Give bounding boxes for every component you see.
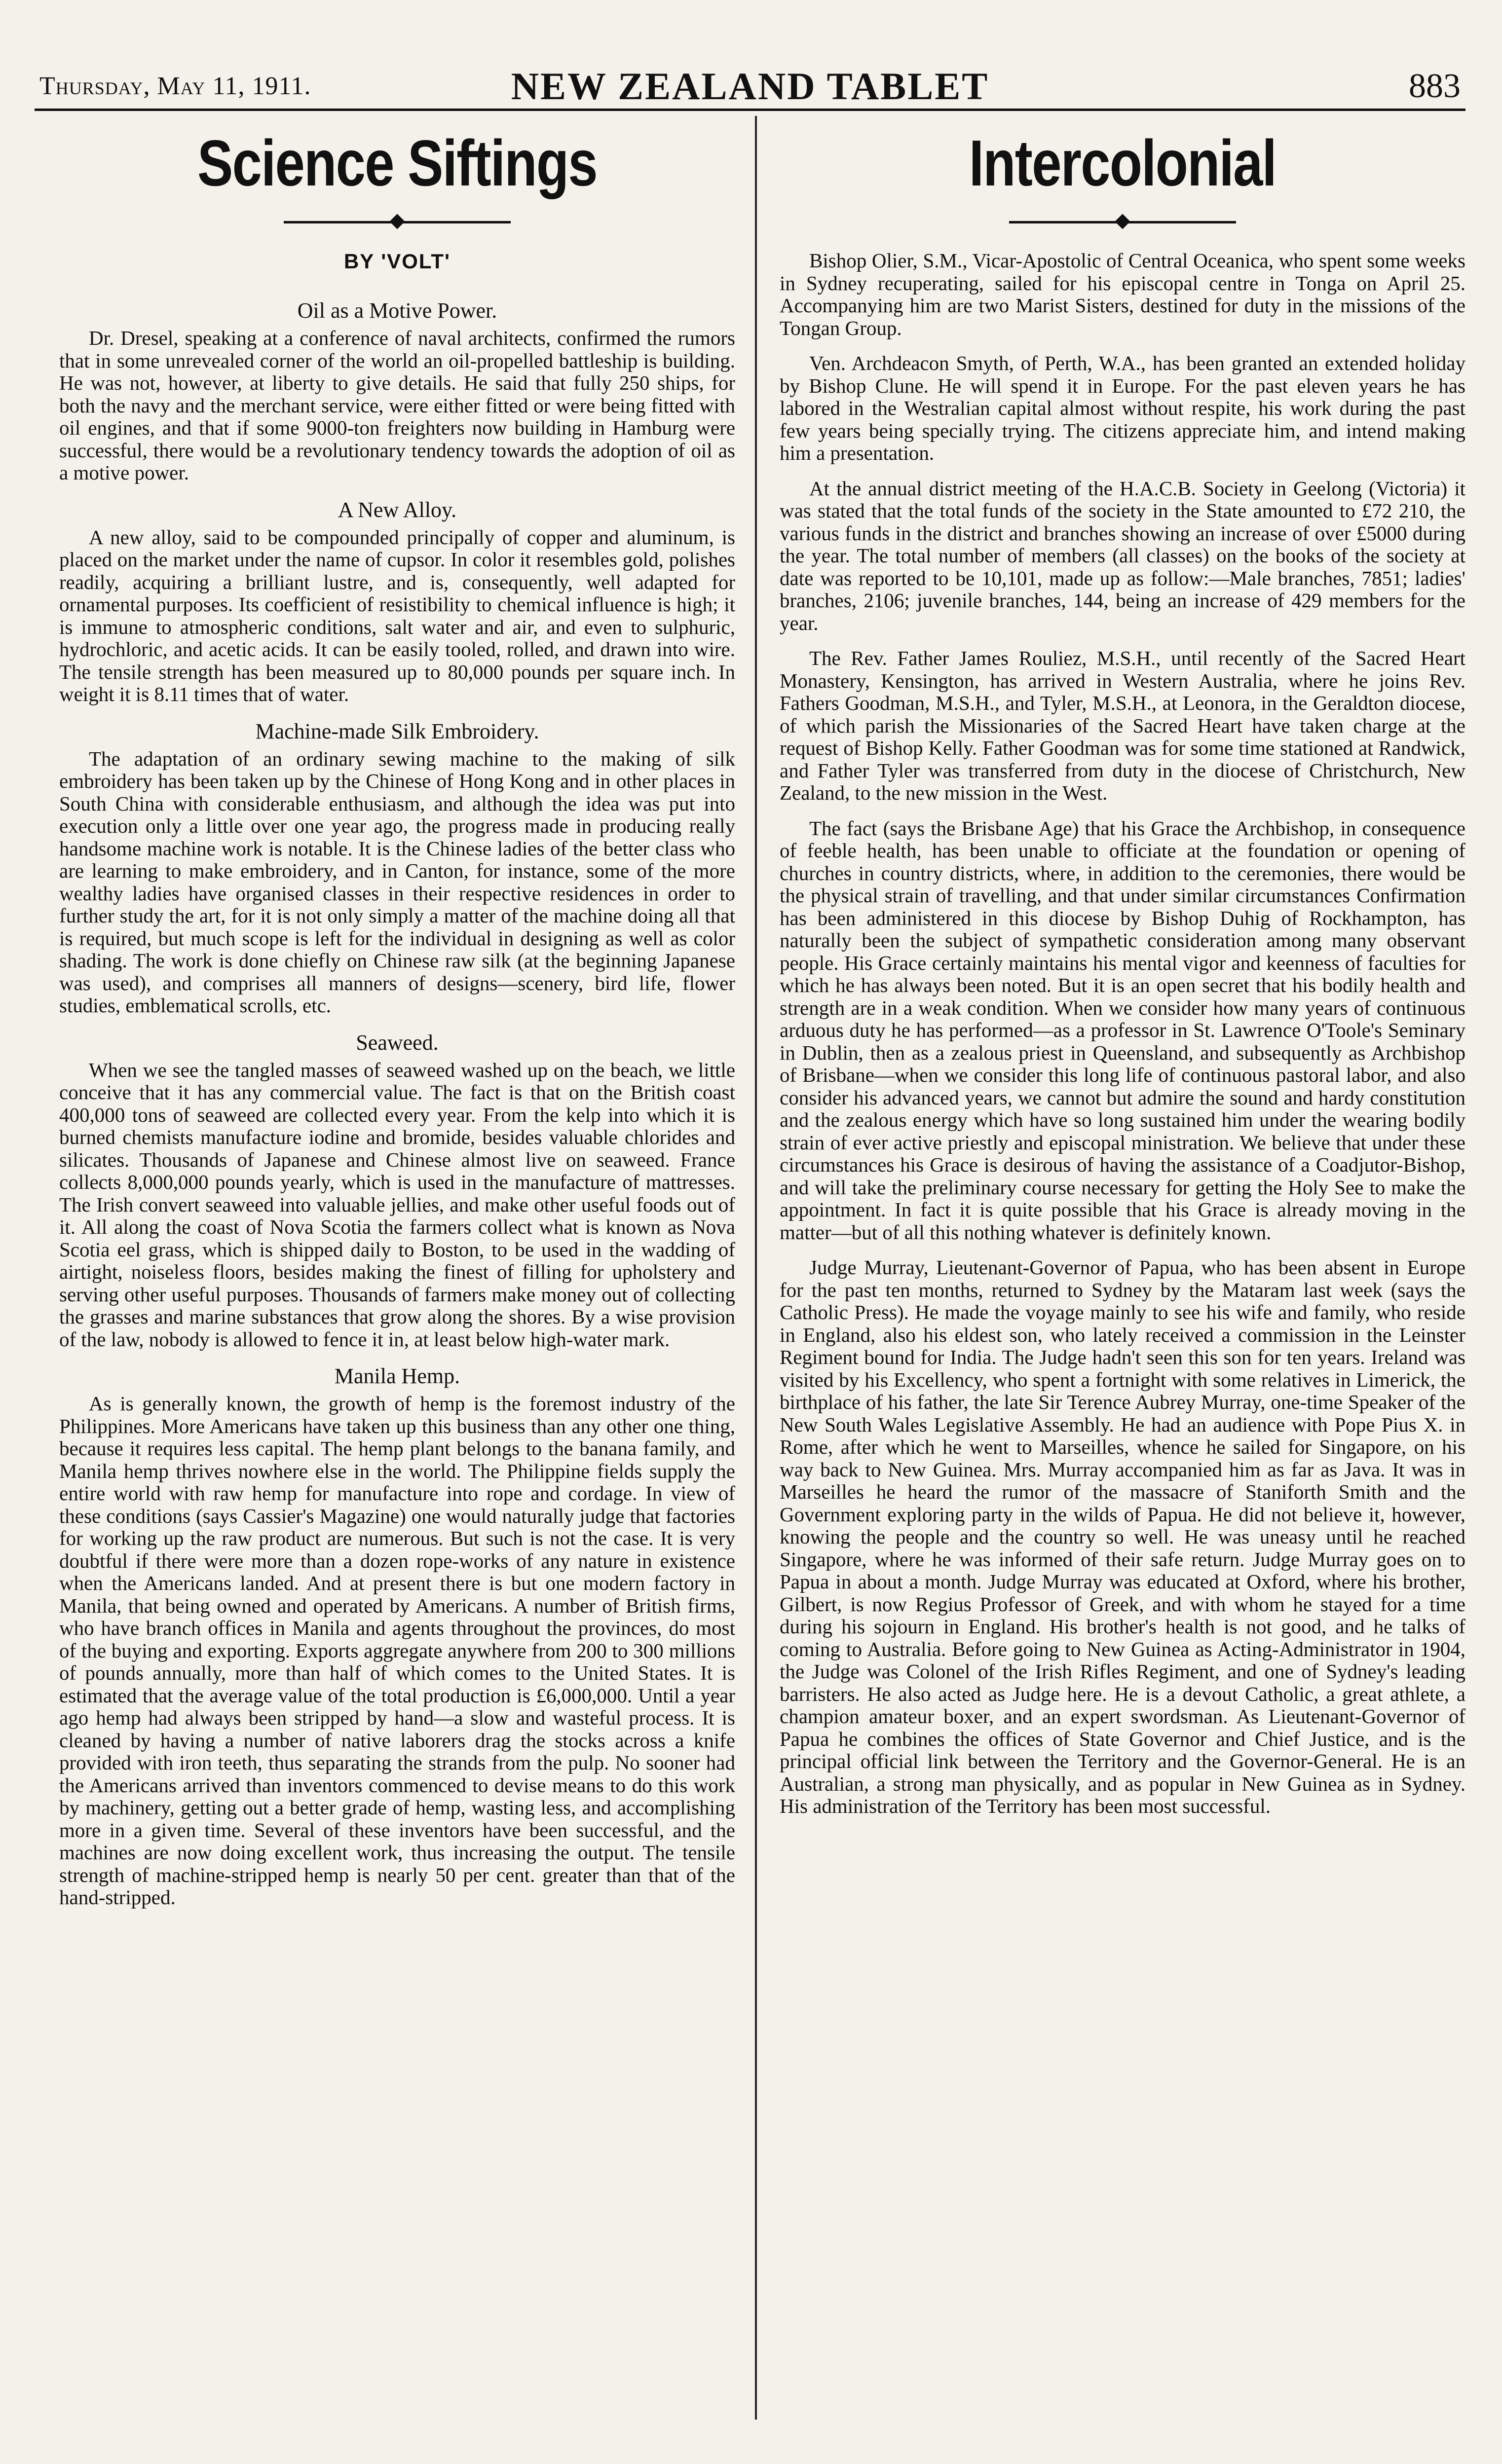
page-number: 883 xyxy=(1409,67,1461,105)
byline: BY 'VOLT' xyxy=(343,250,451,273)
section-body: Dr. Dresel, speaking at a conference of naval architects, confirmed the rumors that in some unrevealed corner of the world an oil-propelled battleship is building. He was not, however, at liberty to give details. He said that fully 250 ships, for both the navy and the merchant service, were either fitted or were being fitted with oil engines, and that if some 9000-ton freighters now building in Hamburg were successful, there would be a revolutionary tendency towards the adoption of oil as a motive power. xyxy=(59,327,735,484)
section-heading: Oil as a Motive Power. xyxy=(297,298,497,323)
ornament-divider xyxy=(780,215,1465,230)
intercolonial-title: Intercolonial xyxy=(969,127,1277,199)
section-body: As is generally known, the growth of hemp is the foremost industry of the Philippines. More Americans have taken up this business than any other one thing, because it requires less capital. The hemp plant belongs to the banana family, and Manila hemp thrives nowhere else in the world. The Philippine fields supply the entire world with raw hemp for manufacture into rope and cordage. In view of these conditions (says Cassier's Magazine) one would naturally judge that factories for working up the raw product are numerous. But such is not the case. It is very doubtful if there were more than a dozen rope-works of any nature in existence when the Americans landed. And at present there is but one modern factory in Manila, that being owned and operated by Americans. A number of British firms, who have branch offices in Manila and agents throughout the provinces, do most of the buying and exporting. Exports aggregate anywhere from 200 to 300 millions of pounds annually, more than half of which comes to the United States. It is estimated that the average value of the total production is £6,000,000. Until a year ago hemp had always been stripped by hand—a slow and wasteful process. It is cleaned by having a number of native laborers drag the stocks across a knife provided with iron teeth, thus separating the strands from the pulp. No sooner had the Americans arrived than inventors commenced to devise means to do this work by machinery, getting out a better grade of hemp, wasting less, and accomplishing more in a given time. Several of these inventors have been successful, and the machines are now doing excellent work, thus increasing the output. The tensile strength of machine-stripped hemp is nearly 50 per cent. greater than that of the hand-stripped. xyxy=(59,1392,735,1909)
issue-date: Thursday, May 11, 1911. xyxy=(39,72,311,100)
science-column xyxy=(59,116,735,2429)
intercolonial-column xyxy=(780,116,1465,2429)
section-heading: A New Alloy. xyxy=(338,497,457,522)
section-body: The adaptation of an ordinary sewing machine to the making of silk embroidery has been taken up by the Chinese of Hong Kong and in other places in South China with considerable enthusiasm, and although the idea was put into execution only a little over one year ago, the progress made in producing really handsome machine work is notable. It is the Chinese ladies of the better class who are learning to make embroidery, and in Canton, for instance, some of the more wealthy ladies have organised classes in their respective residences in order to further study the art, for it is not only simply a matter of the machine doing all that is required, but much scope is left for the individual in designing as well as color shading. The work is done chiefly on Chinese raw silk (at the beginning Japanese was used), and comprises all manners of designs—scenery, bird life, flower studies, emblematical scrolls, etc. xyxy=(59,747,735,1017)
news-paragraph: Judge Murray, Lieutenant-Governor of Papua, who has been absent in Europe for the past ten months, returned to Sydney by the Mataram last week (says the Catholic Press). He made the voyage mainly to see his wife and family, who reside in England, also his eldest son, who lately received a commission in the Leinster Regiment bound for India. The Judge hadn't seen this son for ten years. Ireland was visited by his Excellency, who spent a fortnight with some relatives in Limerick, the birthplace of his father, the late Sir Terence Aubrey Murray, one-time Speaker of the New South Wales Legislative Assembly. He had an audience with Pope Pius X. in Rome, after which he went to Marseilles, whence he sailed for Singapore, on his way back to New Guinea. Mrs. Murray accompanied him as far as Java. It was in Marseilles he heard the rumor of the massacre of Staniforth Smith and the Government exploring party in the wilds of Papua. He did not believe it, however, knowing the people and the country so well. He was uneasy until he reached Singapore, where he was informed of their safe return. Judge Murray goes on to Papua in about a month. Judge Murray was educated at Oxford, where his brother, Gilbert, is now Regius Professor of Greek, and with whom he stayed for a time during his sojourn in England. His brother's health is not good, and he talks of coming to Australia. Before going to New Guinea as Acting-Administrator in 1904, the Judge was Colonel of the Irish Rifles Regiment, and one of Sydney's leading barristers. He also acted as Judge here. He is a devout Catholic, a great athlete, a champion amateur boxer, and an expert swordsman. As Lieutenant-Governor of Papua he combines the offices of State Governor and Chief Justice, and is the principal official link between the Territory and the Governor-General. He is an Australian, a strong man physically, and as popular in New Guinea as in Sydney. His administration of the Territory has been most successful. xyxy=(780,1256,1465,1817)
publication-title: NEW ZEALAND TABLET xyxy=(511,65,989,108)
section-heading: Manila Hemp. xyxy=(334,1364,460,1388)
ornament-divider xyxy=(59,215,735,230)
section-heading: Machine-made Silk Embroidery. xyxy=(255,719,539,743)
section-heading: Seaweed. xyxy=(356,1030,439,1055)
newspaper-page xyxy=(35,0,1475,2464)
news-paragraph: Ven. Archdeacon Smyth, of Perth, W.A., has been granted an extended holiday by Bishop Clune. He will spend it in Europe. For the past eleven years he has labored in the Westralian capital almost without respite, his work during the past few years being specially trying. The citizens appreciate him, and intend making him a presentation. xyxy=(780,352,1465,464)
news-paragraph: The Rev. Father James Rouliez, M.S.H., until recently of the Sacred Heart Monastery, Kensington, has arrived in Western Australia, where he joins Rev. Fathers Goodman, M.S.H., and Tyler, M.S.H., at Leonora, in the Geraldton diocese, of which parish the Missionaries of the Sacred Heart have taken charge at the request of Bishop Kelly. Father Goodman was for some time stationed at Randwick, and Father Tyler was transferred from duty in the diocese of Christchurch, New Zealand, to the new mission in the West. xyxy=(780,647,1465,804)
news-paragraph: Bishop Olier, S.M., Vicar-Apostolic of Central Oceanica, who spent some weeks in Sydney recuperating, sailed for his episcopal centre in Tonga on April 25. Accompanying him are two Marist Sisters, destined for duty in the missions of the Tongan Group. xyxy=(780,249,1465,339)
science-title: Science Siftings xyxy=(197,127,597,199)
news-paragraph: The fact (says the Brisbane Age) that his Grace the Archbishop, in consequence of feeble health, has been unable to officiate at the foundation or opening of churches in country districts, where, in addition to the ceremonies, there would be the physical strain of travelling, and that under similar circumstances Confirmation has been administered in this diocese by Bishop Duhig of Rockhampton, has naturally been the subject of sympathetic consideration among many observant people. His Grace certainly maintains his mental vigor and keenness of faculties for which he has always been noted. But it is an open secret that his bodily health and strength are in a weak condition. When we consider how many years of continuous arduous duty he has performed—as a professor in St. Lawrence O'Toole's Seminary in Dublin, then as a zealous priest in Queensland, and subsequently as Archbishop of Brisbane—when we consider this long life of continuous pastoral labor, and also consider his advanced years, we cannot but admire the sound and hardy constitution and the zealous energy which have so long sustained him under the wearing bodily strain of ever active priestly and episcopal ministration. We believe that under these circumstances his Grace is desirous of having the assistance of a Coadjutor-Bishop, and will take the preliminary course necessary for getting the Holy See to make the appointment. In fact it is quite possible that his Grace is already moving in the matter—but of all this nothing whatever is definitely known. xyxy=(780,816,1465,1244)
column-divider xyxy=(755,116,757,2420)
section-body: A new alloy, said to be compounded principally of copper and aluminum, is placed on the market under the name of cupsor. In color it resembles gold, polishes readily, acquiring a brilliant lustre, and is, consequently, well adapted for ornamental purposes. Its coefficient of resistibility to chemical influence is high; it is immune to atmospheric conditions, salt water and air, and even to sulphuric, hydrochloric, and acetic acids. It can be easily tooled, rolled, and drawn into wire. The tensile strength has been measured up to 80,000 pounds per square inch. In weight it is 8.11 times that of water. xyxy=(59,525,735,705)
masthead xyxy=(35,54,1465,111)
section-body: When we see the tangled masses of seaweed washed up on the beach, we little conceive that it has any commercial value. The fact is that on the British coast 400,000 tons of seaweed are collected every year. From the kelp into which it is burned chemists manufacture iodine and bromide, besides valuable chlorides and silicates. Thousands of Japanese and Chinese almost live on seaweed. France collects 8,000,000 pounds yearly, which is used in the manufacture of mattresses. The Irish convert seaweed into valuable jellies, and make other useful foods out of it. All along the coast of Nova Scotia the farmers collect what is known as Nova Scotia eel grass, which is shipped daily to Boston, to be used in the wadding of airtight, noiseless floors, besides making the finest of filling for upholstery and serving other useful purposes. Thousands of farmers make money out of collecting the grasses and marine substances that grow along the shores. By a wise provision of the law, nobody is allowed to fence it in, at least below high-water mark. xyxy=(59,1058,735,1351)
news-paragraph: At the annual district meeting of the H.A.C.B. Society in Geelong (Victoria) it was stated that the total funds of the society in the State amounted to £72 210, the various funds in the district and branches showing an increase of over £5000 during the year. The total number of members (all classes) on the books of the society at date was reported to be 10,101, made up as follow:—Male branches, 7851; ladies' branches, 2106; juvenile branches, 144, being an increase of 429 members for the year. xyxy=(780,477,1465,634)
